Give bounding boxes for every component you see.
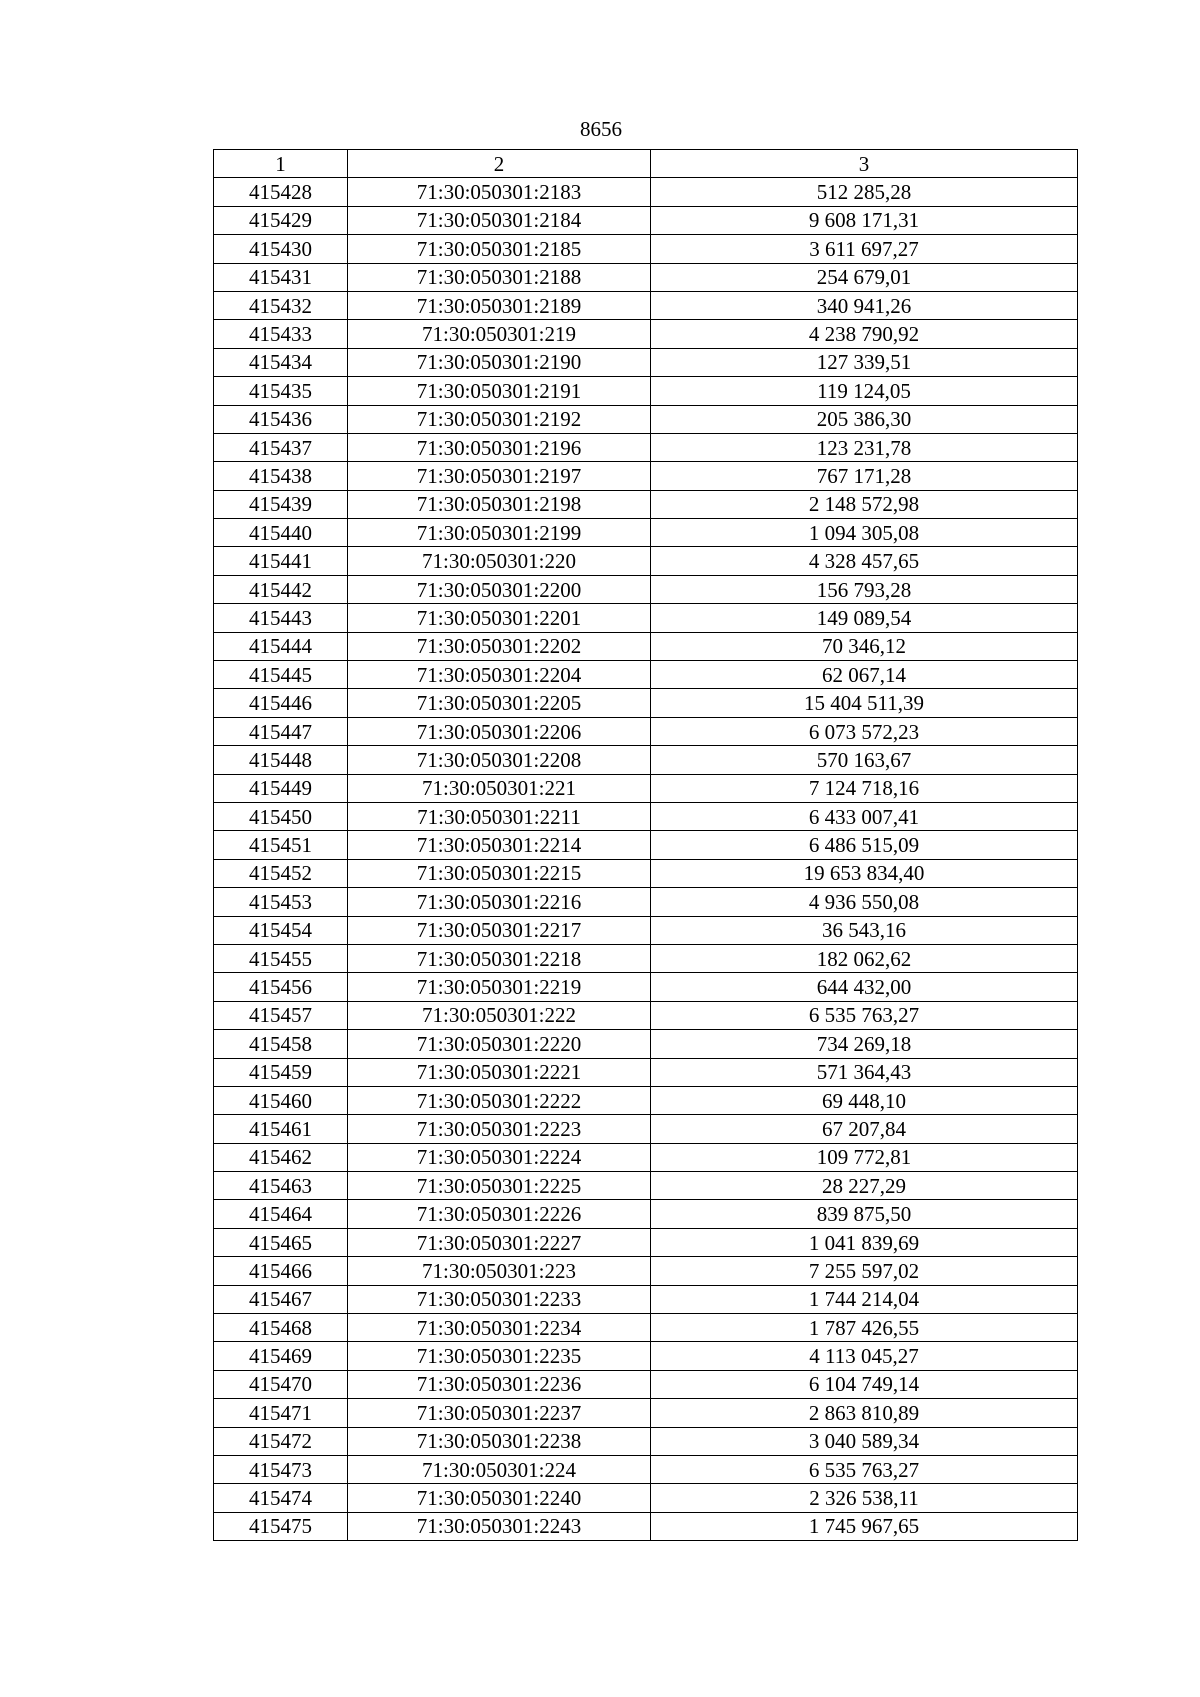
row-number-cell: 415467 — [214, 1285, 348, 1313]
page-number-text: 8656 — [580, 117, 622, 141]
value-cell: 69 448,10 — [651, 1086, 1078, 1114]
table-row — [214, 944, 1078, 972]
value-cell: 1 787 426,55 — [651, 1314, 1078, 1342]
value-cell: 767 171,28 — [651, 462, 1078, 490]
table-row — [214, 859, 1078, 887]
row-number-cell: 415451 — [214, 831, 348, 859]
row-number-cell: 415449 — [214, 774, 348, 802]
table-row — [214, 348, 1078, 376]
table-row — [214, 490, 1078, 518]
cadastral-number-cell: 71:30:050301:221 — [348, 774, 651, 802]
value-cell: 254 679,01 — [651, 263, 1078, 291]
row-number-cell: 415460 — [214, 1086, 348, 1114]
row-number-cell: 415456 — [214, 973, 348, 1001]
cadastral-number-cell: 71:30:050301:2220 — [348, 1030, 651, 1058]
cadastral-number-cell: 71:30:050301:2190 — [348, 348, 651, 376]
cadastral-number-cell: 71:30:050301:2205 — [348, 689, 651, 717]
cadastral-number-cell: 71:30:050301:2208 — [348, 746, 651, 774]
value-cell: 6 535 763,27 — [651, 1001, 1078, 1029]
table-row — [214, 1370, 1078, 1398]
table-row — [214, 689, 1078, 717]
table-row — [214, 235, 1078, 263]
header-cell-1: 1 — [214, 150, 348, 178]
table-row — [214, 320, 1078, 348]
row-number-cell: 415431 — [214, 263, 348, 291]
row-number-cell: 415444 — [214, 632, 348, 660]
cadastral-number-cell: 71:30:050301:2189 — [348, 291, 651, 319]
value-cell: 9 608 171,31 — [651, 206, 1078, 234]
header-cell-3: 3 — [651, 150, 1078, 178]
cadastral-number-cell: 71:30:050301:2222 — [348, 1086, 651, 1114]
value-cell: 6 104 749,14 — [651, 1370, 1078, 1398]
row-number-cell: 415448 — [214, 746, 348, 774]
cadastral-number-cell: 71:30:050301:2240 — [348, 1484, 651, 1512]
row-number-cell: 415438 — [214, 462, 348, 490]
value-cell: 28 227,29 — [651, 1172, 1078, 1200]
value-cell: 4 113 045,27 — [651, 1342, 1078, 1370]
row-number-cell: 415439 — [214, 490, 348, 518]
cadastral-number-cell: 71:30:050301:2196 — [348, 433, 651, 461]
cadastral-number-cell: 71:30:050301:2227 — [348, 1228, 651, 1256]
row-number-cell: 415466 — [214, 1257, 348, 1285]
cadastral-number-cell: 71:30:050301:2211 — [348, 802, 651, 830]
value-cell: 119 124,05 — [651, 377, 1078, 405]
cadastral-number-cell: 71:30:050301:2199 — [348, 519, 651, 547]
value-cell: 3 611 697,27 — [651, 235, 1078, 263]
row-number-cell: 415437 — [214, 433, 348, 461]
table-row — [214, 1257, 1078, 1285]
row-number-cell: 415446 — [214, 689, 348, 717]
cadastral-number-cell: 71:30:050301:2183 — [348, 178, 651, 206]
table-row — [214, 1314, 1078, 1342]
row-number-cell: 415436 — [214, 405, 348, 433]
value-cell: 6 535 763,27 — [651, 1455, 1078, 1483]
cadastral-number-cell: 71:30:050301:2191 — [348, 377, 651, 405]
cadastral-number-cell: 71:30:050301:2214 — [348, 831, 651, 859]
table-row — [214, 1143, 1078, 1171]
table-row — [214, 1200, 1078, 1228]
row-number-cell: 415433 — [214, 320, 348, 348]
row-number-cell: 415432 — [214, 291, 348, 319]
value-cell: 19 653 834,40 — [651, 859, 1078, 887]
table-row — [214, 802, 1078, 830]
table-row — [214, 263, 1078, 291]
value-cell: 149 089,54 — [651, 604, 1078, 632]
value-cell: 123 231,78 — [651, 433, 1078, 461]
row-number-cell: 415440 — [214, 519, 348, 547]
table-row — [214, 1228, 1078, 1256]
value-cell: 15 404 511,39 — [651, 689, 1078, 717]
row-number-cell: 415445 — [214, 661, 348, 689]
row-number-cell: 415453 — [214, 888, 348, 916]
cadastral-number-cell: 71:30:050301:2234 — [348, 1314, 651, 1342]
table-row — [214, 1427, 1078, 1455]
cadastral-number-cell: 71:30:050301:2225 — [348, 1172, 651, 1200]
row-number-cell: 415458 — [214, 1030, 348, 1058]
row-number-cell: 415450 — [214, 802, 348, 830]
row-number-cell: 415474 — [214, 1484, 348, 1512]
value-cell: 62 067,14 — [651, 661, 1078, 689]
cadastral-number-cell: 71:30:050301:2184 — [348, 206, 651, 234]
header-cell-2: 2 — [348, 150, 651, 178]
cadastral-number-cell: 71:30:050301:2188 — [348, 263, 651, 291]
table-row — [214, 774, 1078, 802]
table-body — [214, 178, 1078, 1541]
table-row — [214, 547, 1078, 575]
value-cell: 1 094 305,08 — [651, 519, 1078, 547]
row-number-cell: 415462 — [214, 1143, 348, 1171]
cadastral-number-cell: 71:30:050301:222 — [348, 1001, 651, 1029]
value-cell: 4 328 457,65 — [651, 547, 1078, 575]
table-row — [214, 1484, 1078, 1512]
row-number-cell: 415457 — [214, 1001, 348, 1029]
table-row — [214, 1512, 1078, 1540]
value-cell: 4 238 790,92 — [651, 320, 1078, 348]
row-number-cell: 415454 — [214, 916, 348, 944]
cadastral-number-cell: 71:30:050301:2217 — [348, 916, 651, 944]
cadastral-number-cell: 71:30:050301:2198 — [348, 490, 651, 518]
value-cell: 36 543,16 — [651, 916, 1078, 944]
cadastral-number-cell: 71:30:050301:2233 — [348, 1285, 651, 1313]
cadastral-number-cell: 71:30:050301:2243 — [348, 1512, 651, 1540]
row-number-cell: 415470 — [214, 1370, 348, 1398]
cadastral-number-cell: 71:30:050301:219 — [348, 320, 651, 348]
value-cell: 340 941,26 — [651, 291, 1078, 319]
value-cell: 70 346,12 — [651, 632, 1078, 660]
table-row — [214, 831, 1078, 859]
value-cell: 7 255 597,02 — [651, 1257, 1078, 1285]
cadastral-number-cell: 71:30:050301:2223 — [348, 1115, 651, 1143]
cadastral-number-cell: 71:30:050301:2235 — [348, 1342, 651, 1370]
cadastral-number-cell: 71:30:050301:2185 — [348, 235, 651, 263]
value-cell: 512 285,28 — [651, 178, 1078, 206]
table-row — [214, 1058, 1078, 1086]
value-cell: 156 793,28 — [651, 575, 1078, 603]
table-row — [214, 405, 1078, 433]
value-cell: 4 936 550,08 — [651, 888, 1078, 916]
table-row — [214, 206, 1078, 234]
row-number-cell: 415429 — [214, 206, 348, 234]
row-number-cell: 415442 — [214, 575, 348, 603]
cadastral-number-cell: 71:30:050301:2224 — [348, 1143, 651, 1171]
registry-table — [213, 149, 1078, 1541]
row-number-cell: 415428 — [214, 178, 348, 206]
table-row — [214, 1086, 1078, 1114]
table-row — [214, 433, 1078, 461]
table-row — [214, 1172, 1078, 1200]
table-row — [214, 1030, 1078, 1058]
row-number-cell: 415471 — [214, 1399, 348, 1427]
row-number-cell: 415434 — [214, 348, 348, 376]
value-cell: 109 772,81 — [651, 1143, 1078, 1171]
row-number-cell: 415435 — [214, 377, 348, 405]
page-number — [0, 117, 1200, 141]
row-number-cell: 415461 — [214, 1115, 348, 1143]
header-row — [214, 150, 1078, 178]
row-number-cell: 415459 — [214, 1058, 348, 1086]
row-number-cell: 415455 — [214, 944, 348, 972]
value-cell: 127 339,51 — [651, 348, 1078, 376]
table-row — [214, 746, 1078, 774]
table-row — [214, 888, 1078, 916]
value-cell: 2 148 572,98 — [651, 490, 1078, 518]
table-row — [214, 1399, 1078, 1427]
cadastral-number-cell: 71:30:050301:2197 — [348, 462, 651, 490]
cadastral-number-cell: 71:30:050301:2221 — [348, 1058, 651, 1086]
cadastral-number-cell: 71:30:050301:2215 — [348, 859, 651, 887]
value-cell: 1 745 967,65 — [651, 1512, 1078, 1540]
cadastral-number-cell: 71:30:050301:2219 — [348, 973, 651, 1001]
cadastral-number-cell: 71:30:050301:2206 — [348, 717, 651, 745]
cadastral-number-cell: 71:30:050301:223 — [348, 1257, 651, 1285]
cadastral-number-cell: 71:30:050301:2204 — [348, 661, 651, 689]
value-cell: 7 124 718,16 — [651, 774, 1078, 802]
table-row — [214, 291, 1078, 319]
value-cell: 644 432,00 — [651, 973, 1078, 1001]
cadastral-number-cell: 71:30:050301:2238 — [348, 1427, 651, 1455]
table-row — [214, 1342, 1078, 1370]
value-cell: 2 863 810,89 — [651, 1399, 1078, 1427]
table-row — [214, 973, 1078, 1001]
value-cell: 6 486 515,09 — [651, 831, 1078, 859]
table-row — [214, 1455, 1078, 1483]
table-row — [214, 377, 1078, 405]
value-cell: 6 073 572,23 — [651, 717, 1078, 745]
row-number-cell: 415475 — [214, 1512, 348, 1540]
table-header — [214, 150, 1078, 178]
table-row — [214, 1115, 1078, 1143]
table-row — [214, 1285, 1078, 1313]
table-row — [214, 661, 1078, 689]
value-cell: 570 163,67 — [651, 746, 1078, 774]
table-row — [214, 1001, 1078, 1029]
value-cell: 67 207,84 — [651, 1115, 1078, 1143]
cadastral-number-cell: 71:30:050301:2236 — [348, 1370, 651, 1398]
cadastral-number-cell: 71:30:050301:2202 — [348, 632, 651, 660]
cadastral-number-cell: 71:30:050301:2237 — [348, 1399, 651, 1427]
table-row — [214, 604, 1078, 632]
value-cell: 1 744 214,04 — [651, 1285, 1078, 1313]
cadastral-number-cell: 71:30:050301:2218 — [348, 944, 651, 972]
table-row — [214, 575, 1078, 603]
value-cell: 1 041 839,69 — [651, 1228, 1078, 1256]
row-number-cell: 415441 — [214, 547, 348, 575]
row-number-cell: 415430 — [214, 235, 348, 263]
row-number-cell: 415452 — [214, 859, 348, 887]
table-row — [214, 916, 1078, 944]
row-number-cell: 415468 — [214, 1314, 348, 1342]
row-number-cell: 415443 — [214, 604, 348, 632]
value-cell: 734 269,18 — [651, 1030, 1078, 1058]
row-number-cell: 415463 — [214, 1172, 348, 1200]
value-cell: 3 040 589,34 — [651, 1427, 1078, 1455]
value-cell: 2 326 538,11 — [651, 1484, 1078, 1512]
value-cell: 182 062,62 — [651, 944, 1078, 972]
value-cell: 205 386,30 — [651, 405, 1078, 433]
value-cell: 839 875,50 — [651, 1200, 1078, 1228]
row-number-cell: 415472 — [214, 1427, 348, 1455]
value-cell: 571 364,43 — [651, 1058, 1078, 1086]
cadastral-number-cell: 71:30:050301:2226 — [348, 1200, 651, 1228]
cadastral-number-cell: 71:30:050301:220 — [348, 547, 651, 575]
table-row — [214, 519, 1078, 547]
cadastral-number-cell: 71:30:050301:224 — [348, 1455, 651, 1483]
row-number-cell: 415473 — [214, 1455, 348, 1483]
row-number-cell: 415469 — [214, 1342, 348, 1370]
table-row — [214, 462, 1078, 490]
cadastral-number-cell: 71:30:050301:2192 — [348, 405, 651, 433]
table-row — [214, 178, 1078, 206]
row-number-cell: 415464 — [214, 1200, 348, 1228]
cadastral-number-cell: 71:30:050301:2200 — [348, 575, 651, 603]
row-number-cell: 415465 — [214, 1228, 348, 1256]
table-row — [214, 632, 1078, 660]
cadastral-number-cell: 71:30:050301:2216 — [348, 888, 651, 916]
table-row — [214, 717, 1078, 745]
row-number-cell: 415447 — [214, 717, 348, 745]
cadastral-number-cell: 71:30:050301:2201 — [348, 604, 651, 632]
value-cell: 6 433 007,41 — [651, 802, 1078, 830]
